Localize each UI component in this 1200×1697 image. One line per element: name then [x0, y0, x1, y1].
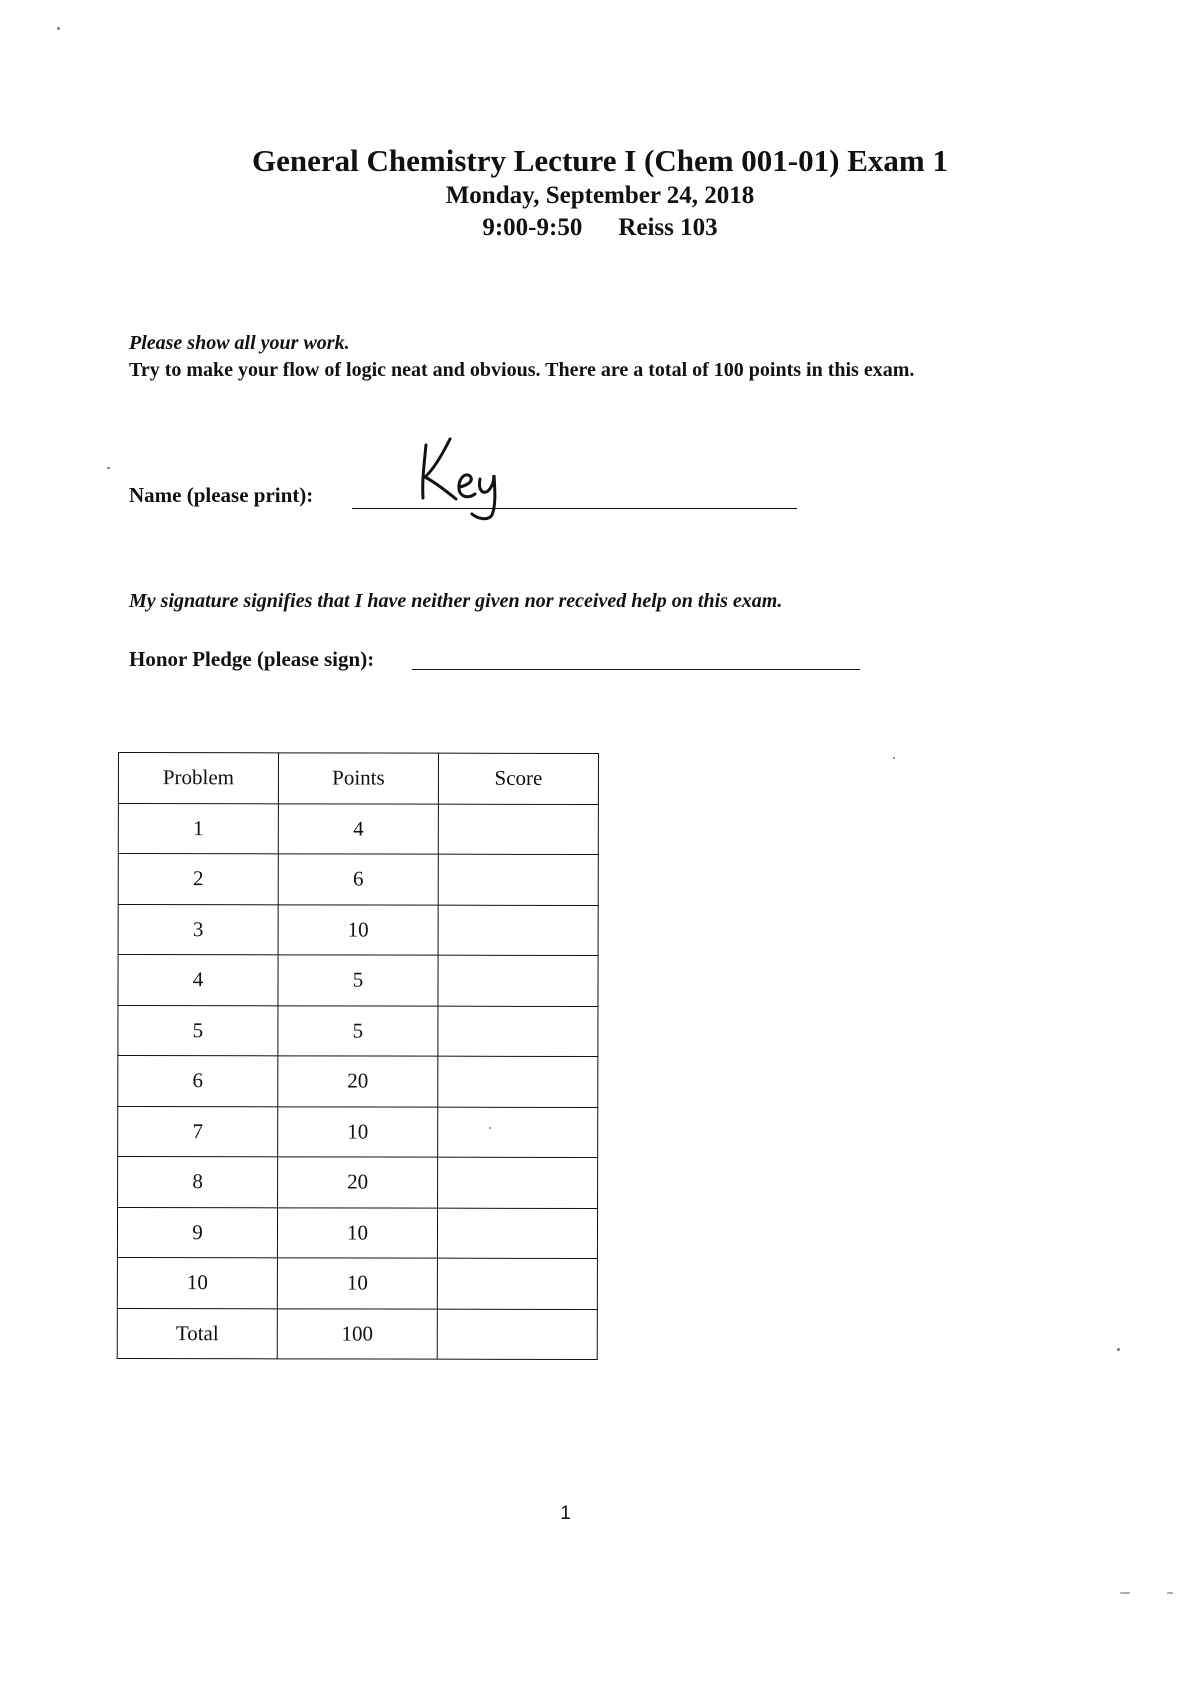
problem-cell: 4	[118, 955, 278, 1006]
table-row	[118, 1005, 598, 1057]
total-label-cell: Total	[117, 1308, 277, 1359]
score-cell[interactable]	[438, 1006, 598, 1057]
problem-cell: 10	[117, 1257, 277, 1308]
table-row	[118, 854, 598, 906]
scan-speck	[107, 467, 110, 469]
points-cell: 10	[278, 904, 438, 955]
honor-pledge-signature-field[interactable]	[412, 669, 860, 670]
score-table	[117, 752, 599, 1360]
table-row	[118, 1106, 598, 1158]
total-score-cell[interactable]	[437, 1309, 597, 1360]
table-row	[117, 1207, 597, 1259]
table-row	[118, 803, 598, 855]
problem-cell: 9	[117, 1207, 277, 1258]
points-cell: 4	[278, 803, 438, 854]
honor-pledge-statement: My signature signifies that I have neither given nor received help on this exam.	[129, 590, 783, 612]
table-row	[118, 955, 598, 1007]
score-table-header-row	[118, 753, 598, 805]
score-cell[interactable]	[438, 1157, 598, 1208]
exam-date: Monday, September 24, 2018	[445, 182, 755, 209]
honor-pledge-label: Honor Pledge (please sign):	[129, 647, 375, 671]
score-cell[interactable]	[438, 1056, 598, 1107]
exam-room: Reiss 103	[618, 214, 718, 241]
scan-speck	[1167, 1592, 1173, 1594]
problem-cell: 1	[118, 803, 278, 854]
table-row	[118, 1157, 598, 1209]
exam-time: 9:00-9:50	[482, 214, 583, 241]
exam-title: General Chemistry Lecture I (Chem 001-01) Exam 1	[252, 143, 948, 178]
table-row	[117, 1257, 597, 1309]
problem-cell: 8	[118, 1157, 278, 1208]
points-cell: 20	[278, 1056, 438, 1107]
instruction-logic: Try to make your flow of logic neat and obvious. There are a total of 100 points in this exam.	[129, 359, 915, 381]
honor-pledge-row	[129, 647, 929, 672]
header-score: Score	[438, 753, 598, 804]
scan-speck	[1117, 1348, 1120, 1351]
points-cell: 10	[277, 1258, 437, 1309]
scan-speck	[1120, 1592, 1130, 1594]
points-cell: 5	[278, 1005, 438, 1056]
exam-header	[0, 142, 1200, 244]
header-points: Points	[278, 753, 438, 804]
score-cell[interactable]	[438, 1107, 598, 1158]
table-row	[118, 1056, 598, 1108]
score-cell[interactable]	[438, 905, 598, 956]
score-cell[interactable]	[437, 1258, 597, 1309]
problem-cell: 6	[118, 1056, 278, 1107]
instruction-show-work: Please show all your work.	[129, 332, 350, 354]
scan-speck	[893, 757, 895, 759]
name-field-label: Name (please print):	[129, 483, 314, 507]
points-cell: 20	[278, 1157, 438, 1208]
problem-cell: 5	[118, 1005, 278, 1056]
page-number: 1	[560, 1503, 571, 1524]
points-cell: 5	[278, 955, 438, 1006]
problem-cell: 3	[118, 904, 278, 955]
score-cell[interactable]	[438, 955, 598, 1006]
problem-cell: 7	[118, 1106, 278, 1157]
score-cell[interactable]	[438, 854, 598, 905]
handwritten-name-key	[412, 435, 522, 525]
exam-time-location	[0, 212, 1200, 244]
scan-speck	[57, 27, 60, 30]
points-cell: 10	[277, 1207, 437, 1258]
total-points-cell: 100	[277, 1308, 437, 1359]
score-cell[interactable]	[438, 804, 598, 855]
table-row	[118, 904, 598, 956]
points-cell: 6	[278, 854, 438, 905]
problem-cell: 2	[118, 854, 278, 905]
points-cell: 10	[278, 1106, 438, 1157]
name-field-row	[129, 475, 929, 535]
scan-speck	[489, 1127, 491, 1129]
score-table-total-row	[117, 1308, 597, 1360]
exam-instructions	[129, 330, 1029, 384]
header-problem: Problem	[118, 753, 278, 804]
score-cell[interactable]	[437, 1208, 597, 1259]
